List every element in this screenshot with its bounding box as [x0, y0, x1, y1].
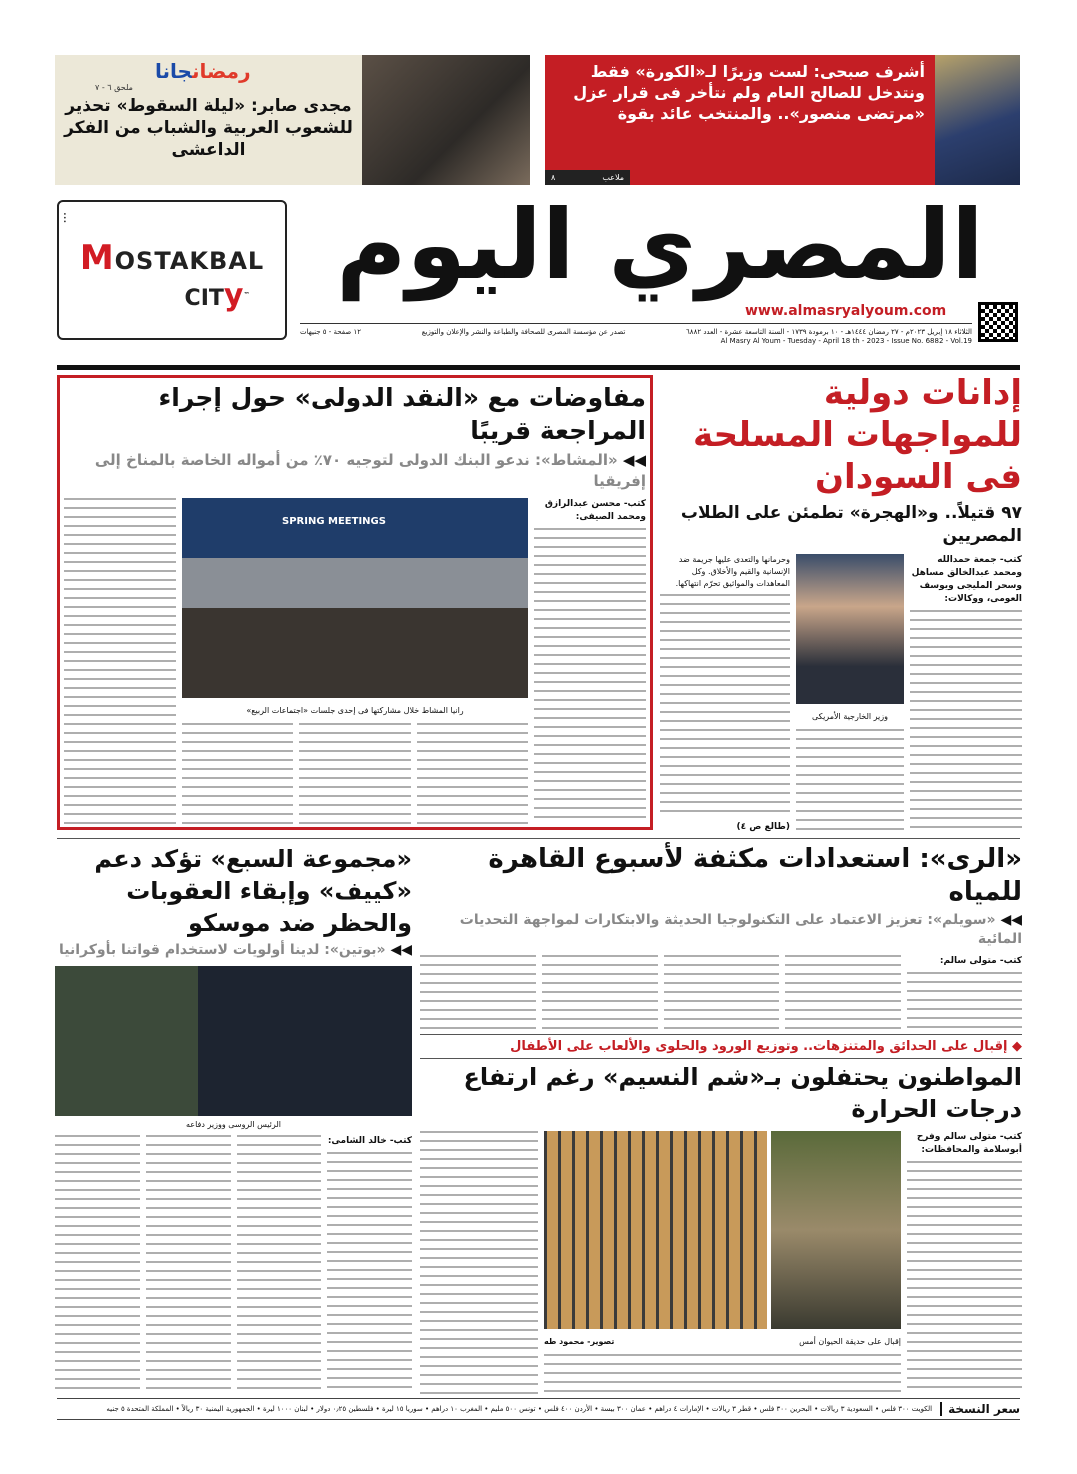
photo-credit: تصوير- محمود طه: [544, 1337, 615, 1346]
imf-story: [64, 381, 646, 824]
series-photo: [362, 55, 530, 185]
water-headline[interactable]: «الرى»: استعدادات مكثفة لأسبوع القاهرة للمياه: [488, 844, 1022, 907]
putin-photo: [55, 966, 412, 1116]
article-body: [660, 594, 790, 818]
price-footer: سعر النسخة الكويت ٣٠٠ فلس • السعودية ٣ ريالات • البحرين ٣٠٠ فلس • قطر ٣ ريالات • الإمارات ٤ دراهم • عمان ٣٠٠ بيسة • الأردن ٤٠٠ فلس • تونس ٥٠٠ مليم • المغرب ١٠ دراهم • سوريا ١٥ ليرة • فلسطين ٠٫٢٥ دولار • لبنان ١٠٠٠ ليرة • الجمهورية اليمنية ٣٠ ريالاً • المملكة المتحدة ٥ جنيه: [57, 1398, 1020, 1420]
article-body: [420, 1131, 538, 1394]
blinken-photo: [796, 554, 904, 704]
website-link[interactable]: www.almasryalyoum.com: [745, 303, 947, 319]
photo-caption: إقبال على حديقة الحيوان أمس: [799, 1337, 901, 1346]
ad-registration: ∙∙∙: [61, 212, 68, 224]
zoo-photo-monkey: [544, 1131, 767, 1329]
sham-byline: كتب- متولى سالم وفرح أبوسلامة والمحافظات:: [916, 1132, 1022, 1155]
russia-body: [55, 1135, 412, 1393]
article-body: [544, 1354, 901, 1394]
article-body: [796, 729, 904, 832]
water-story: [420, 843, 1022, 1029]
article-body: [910, 610, 1022, 832]
arrow-icon: ◀◀: [617, 451, 646, 469]
qr-code-icon[interactable]: [978, 302, 1018, 342]
sudan-subhead: ٩٧ قتيلاً.. و«الهجرة» تطمئن على الطلاب المصريين: [680, 503, 1022, 546]
article-body: [420, 955, 536, 1029]
spring-meetings-photo: [182, 498, 528, 698]
water-byline: كتب- متولى سالم:: [939, 956, 1022, 966]
ramadan-teaser[interactable]: [55, 55, 362, 185]
article-body: [182, 723, 293, 824]
issue-info-line: الثلاثاء ١٨ إبريل ٢٠٢٣م - ٢٧ رمضان ١٤٤٤هـ - ١٠ برمودة ١٧٣٩ - السنة التاسعة عشرة - العدد ٦٨٨٢ تصدر عن مؤسسة المصرى للصحافة والطباعة والنشر والإعلان والتوزيع ١٢ صفحة - ٥ جنيهات Al Masry Al Youm - Tuesday - April 18 th - 2023 - Issue No. 6882 - Vol.19: [300, 323, 972, 346]
arrow-icon: ◀◀: [995, 912, 1022, 928]
article-body: [237, 1135, 322, 1393]
sudan-excerpt: وحرمانها والتعدى عليها جريمة ضد الإنسانية والقيم والأخلاق. وكل المعاهدات والمواثيق تحرّم انتهاكها.: [675, 555, 790, 588]
russia-headline[interactable]: «مجموعة السبع» تؤكد دعم «كييف» وإبقاء العقوبات والحظر ضد موسكو: [94, 845, 412, 937]
photo-caption: رانيا المشاط خلال مشاركتها فى إحدى جلسات «اجتماعات الربيع»: [246, 706, 464, 715]
sham-body: [420, 1131, 1022, 1394]
article-body: [299, 723, 410, 824]
article-body: [907, 1161, 1022, 1394]
article-body: [146, 1135, 231, 1393]
article-body: [64, 498, 176, 824]
section-divider: [57, 838, 1020, 839]
sham-story: [420, 1034, 1022, 1394]
article-body: [417, 723, 528, 824]
imf-byline: كتب- محسن عبدالرازق ومحمد الصيفى:: [544, 499, 646, 522]
article-body: [664, 955, 780, 1029]
water-subhead: ◀◀ «سويلم»: تعزيز الاعتماد على التكنولوجيا الحديثة والابتكارات لمواجهة التحديات المائية: [459, 912, 1022, 947]
sham-headline[interactable]: المواطنون يحتفلون بـ«شم النسيم» رغم ارتفاع درجات الحرارة: [463, 1063, 1022, 1123]
sudan-headline[interactable]: إدانات دولية للمواجهات المسلحة فى السودان: [693, 373, 1022, 497]
imf-body: [64, 498, 646, 824]
teaser-headline: أشرف صبحى: لست وزيرًا لـ«الكورة» فقط ونتدخل للصالح العام ولم نتأخر فى قرار عزل «مرتضى منصور».. والمنتخب عائد بقوة: [573, 62, 925, 123]
article-body: [534, 528, 646, 824]
article-body: [55, 1135, 140, 1393]
zoo-photo-crowd: [771, 1131, 901, 1329]
teaser-headline: مجدى صابر: «ليلة السقوط» تحذير للشعوب العربية والشباب من الفكر الداعشى: [64, 96, 353, 160]
ramadan-brand: رمضانجانا: [155, 59, 251, 83]
masthead-divider: [57, 365, 1020, 370]
sports-teaser[interactable]: [545, 55, 935, 185]
mostakbal-city-ad[interactable]: ∙∙∙ MOSTAKBAL CITy™: [57, 200, 287, 340]
continued-link[interactable]: (طالع ص ٤): [736, 822, 790, 832]
section-tag: ملاعب ٨: [545, 170, 630, 185]
supplement-pages: ملحق ٦ - ٧: [95, 83, 133, 92]
arrow-icon: ◀◀: [385, 942, 412, 958]
article-body: [327, 1152, 412, 1393]
russia-story: [55, 843, 412, 1393]
sham-kicker: ◆ إقبال على الحدائق والمتنزهات.. وتوزيع الورود والحلوى والألعاب على الأطفال: [510, 1039, 1022, 1054]
section-divider: [420, 1058, 1022, 1059]
sudan-byline: كتب- جمعة حمدالله ومحمد عبدالخالق مساهل وسحر المليجى ويوسف العومى، ووكالات:: [911, 555, 1022, 604]
imf-headline[interactable]: مفاوضات مع «النقد الدولى» حول إجراء المراجعة قريبًا: [158, 383, 646, 445]
photo-caption: وزير الخارجية الأمريكى: [811, 712, 889, 721]
imf-subhead: ◀◀ «المشاط»: ندعو البنك الدولى لتوجيه ٧٠٪ من أمواله الخاصة بالمناخ إلى إفريقيا: [94, 451, 646, 490]
spring-meetings-banner: SPRING MEETINGS: [282, 516, 386, 527]
article-body: [907, 972, 1022, 1029]
russia-subhead: ◀◀ «بوتين»: لدينا أولويات لاستخدام قواتنا بأوكرانيا: [59, 942, 412, 958]
article-body: [785, 955, 901, 1029]
water-body: [420, 955, 1022, 1029]
russia-byline: كتب- خالد الشامى:: [327, 1136, 412, 1146]
minister-photo: [935, 55, 1020, 185]
diamond-icon: ◆: [1007, 1039, 1022, 1054]
newspaper-logo: المصري اليوم: [336, 189, 984, 301]
sudan-story: [660, 372, 1022, 832]
photo-caption: الرئيس الروسى ووزير دفاعه: [186, 1120, 281, 1129]
article-body: [542, 955, 658, 1029]
sudan-body: [660, 554, 1022, 832]
